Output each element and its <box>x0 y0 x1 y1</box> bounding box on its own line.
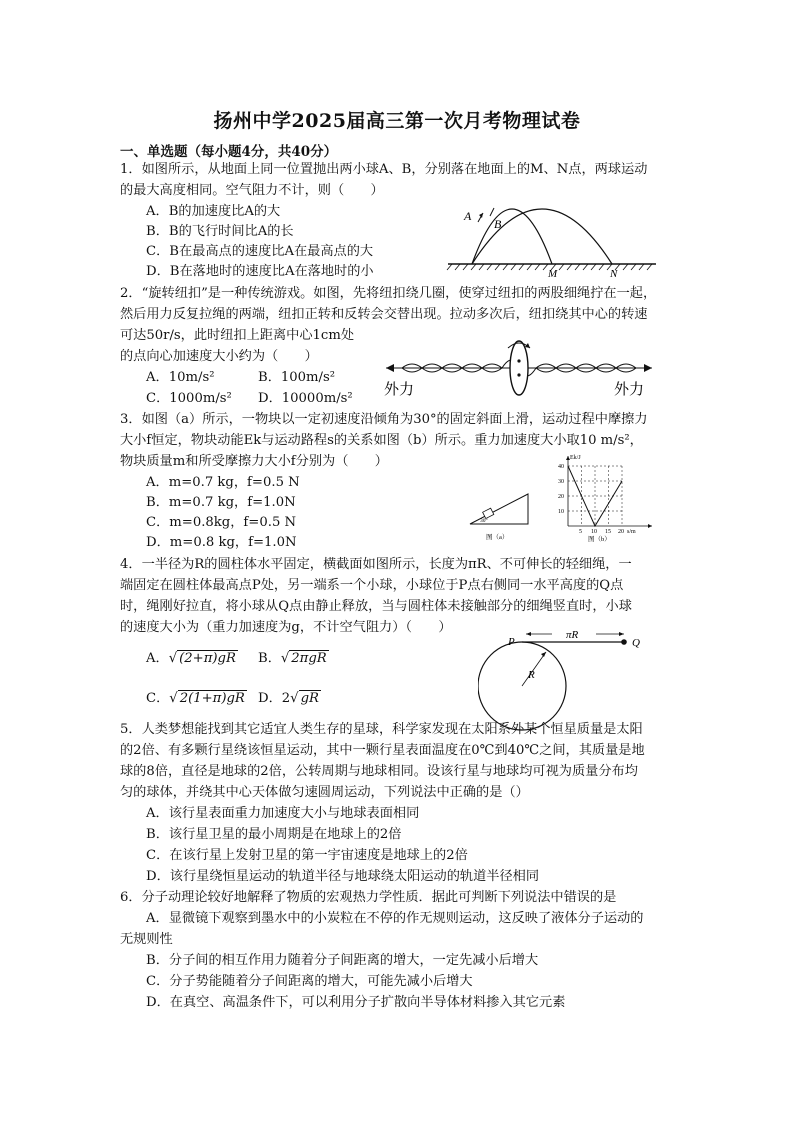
q5-option-d[interactable]: D．该行星绕恒星运动的轨道半径与地球绕太阳运动的轨道半径相同 <box>146 869 540 884</box>
q3-option-c[interactable]: C．m=0.8kg，f=0.5 N <box>146 515 297 530</box>
q4-line1: 4．一半径为R的圆柱体水平固定，横截面如图所示，长度为πR、不可伸长的轻细绳，一 <box>120 557 632 572</box>
q3-option-a[interactable]: A．m=0.7 kg，f=0.5 N <box>146 475 300 490</box>
q3-line1: 3．如图（a）所示，一物块以一定初速度沿倾角为30°的固定斜面上滑，运动过程中摩擦力 <box>120 412 648 427</box>
q3-line2: 大小f恒定，物块动能Ek与运动路程s的关系如图（b）所示。重力加速度大小取10 m/s²， <box>120 433 643 448</box>
svg-text:10: 10 <box>591 529 597 535</box>
radicand: (2+π)gR <box>179 651 236 666</box>
svg-text:15: 15 <box>605 529 611 535</box>
q4-line4: 的速度大小为（重力加速度为g，不计空气阻力）（ ） <box>120 620 452 635</box>
q4-option-d[interactable]: D．2√ gR <box>258 691 319 706</box>
q4-line2: 端固定在圆柱体最高点P处，另一端系一个小球，小球位于P点右侧同一水平高度的Q点 <box>120 578 624 593</box>
option-label: A． <box>146 651 169 666</box>
svg-text:M: M <box>548 268 558 280</box>
q3-option-b[interactable]: B．m=0.7 kg，f=1.0N <box>146 495 296 510</box>
q6-option-b[interactable]: B．分子间的相互作用力随着分子间距离的增大，一定先减小后增大 <box>146 953 539 968</box>
svg-text:A: A <box>464 209 472 223</box>
q3-line3: 物块质量m和所受摩擦力大小f分别为（ ） <box>120 454 388 469</box>
coefficient: 2 <box>281 691 291 706</box>
q3-ek-s-graph <box>548 452 658 542</box>
svg-text:Q: Q <box>632 637 640 649</box>
q6-option-a[interactable]: A．显微镜下观察到墨水中的小炭粒在不停的作无规则运动，这反映了液体分子运动的 <box>146 911 644 926</box>
q2-button-figure <box>382 330 657 408</box>
q1-option-d[interactable]: D．B在落地时的速度比A在落地时的小 <box>146 264 374 279</box>
ball <box>621 639 627 645</box>
svg-text:P: P <box>508 636 515 648</box>
svg-text:外力: 外力 <box>614 382 645 398</box>
q2-line3: 可达50r/s，此时纽扣上距离中心1cm处 <box>120 328 355 343</box>
svg-text:5: 5 <box>579 529 582 535</box>
q4-option-c[interactable]: C．√ 2(1+π)gR <box>146 691 245 706</box>
q2-option-d[interactable]: D．10000m/s² <box>258 391 353 406</box>
q2-line1: 2．“旋转纽扣”是一种传统游戏。如图，先将纽扣绕几圈，使穿过纽扣的两股细绳拧在一起， <box>120 286 657 301</box>
q5-line2: 的2倍、有多颗行星绕该恒星运动，其中一颗行星表面温度在0℃到40℃之间，其质量是地 <box>120 743 645 758</box>
trajectory-b <box>472 209 612 264</box>
q1-option-a[interactable]: A．B的加速度比A的大 <box>146 204 281 219</box>
svg-text:图（a）: 图（a） <box>486 534 509 541</box>
q3-incline-figure <box>462 490 542 542</box>
q1-option-c[interactable]: C．B在最高点的速度比A在最高点的大 <box>146 244 374 259</box>
q2-option-c[interactable]: C．1000m/s² <box>146 391 232 406</box>
button-icon <box>510 341 528 395</box>
q5-line4: 匀的球体，并绕其中心天体做匀速圆周运动，下列说法中正确的是（） <box>120 785 529 800</box>
svg-text:30: 30 <box>558 479 564 485</box>
q5-line3: 球的8倍，直径是地球的2倍，公转周期与地球相同。设该行星与地球均可视为质量分布均 <box>120 764 638 779</box>
svg-text:20: 20 <box>558 494 564 500</box>
option-label: C． <box>146 691 170 706</box>
q2-line4: 的点向心加速度大小约为（ ） <box>120 349 318 364</box>
q6-option-c[interactable]: C．分子势能随着分子间距离的增大，可能先减小后增大 <box>146 974 473 989</box>
trajectory-a <box>472 209 552 264</box>
svg-text:10: 10 <box>558 509 564 515</box>
radicand: gR <box>300 691 319 706</box>
q6-option-d[interactable]: D．在真空、高温条件下，可以利用分子扩散向半导体材料掺入其它元素 <box>146 995 566 1010</box>
section-heading: 一、单选题（每小题4分，共40分） <box>120 144 338 160</box>
q6-option-a-cont: 无规则性 <box>120 932 173 947</box>
q3-option-d[interactable]: D．m=0.8 kg，f=1.0N <box>146 535 297 550</box>
radicand: 2πgR <box>291 651 327 666</box>
option-label: D． <box>258 691 282 706</box>
q4-option-b[interactable]: B．√ 2πgR <box>258 651 327 666</box>
page-title: 扬州中学2025届高三第一次月考物理试卷 <box>213 110 581 132</box>
radicand: 2(1+π)gR <box>179 691 245 706</box>
q5-option-c[interactable]: C．在该行星上发射卫星的第一宇宙速度是地球上的2倍 <box>146 848 468 863</box>
svg-text:B: B <box>494 217 502 231</box>
svg-text:πR: πR <box>566 630 579 641</box>
q4-option-a[interactable]: A．√ (2+π)gR <box>146 651 236 666</box>
q1-option-b[interactable]: B．B的飞行时间比A的长 <box>146 224 294 239</box>
q4-line3: 时，绳刚好拉直，将小球从Q点由静止释放，当与圆柱体未接触部分的细绳竖直时，小球 <box>120 599 632 614</box>
svg-text:20: 20 <box>618 529 624 535</box>
q1-stem-line1: 1．如图所示，从地面上同一位置抛出两小球A、B，分别落在地面上的M、N点，两球运动 <box>120 162 648 177</box>
q2-option-a[interactable]: A．10m/s² <box>146 370 215 385</box>
svg-text:图（b）: 图（b） <box>588 536 611 542</box>
svg-text:Ek/J: Ek/J <box>570 455 581 461</box>
q2-option-b[interactable]: B．100m/s² <box>258 370 336 385</box>
svg-text:40: 40 <box>558 464 564 470</box>
q5-line1: 5．人类梦想能找到其它适宜人类生存的星球，科学家发现在太阳系外某个恒星质量是太阳 <box>120 722 643 737</box>
svg-text:s/m: s/m <box>627 529 636 535</box>
q1-projectile-figure <box>442 186 662 280</box>
q1-stem-line2: 的最大高度相同。空气阻力不计，则（ ） <box>120 183 384 198</box>
svg-text:外力: 外力 <box>384 382 415 398</box>
q5-option-b[interactable]: B．该行星卫星的最小周期是在地球上的2倍 <box>146 827 402 842</box>
option-label: B． <box>258 651 281 666</box>
q2-line2: 然后用力反复拉绳的两端，纽扣正转和反转会交替出现。拉动多次后，纽扣绕其中心的转速 <box>120 307 648 322</box>
svg-text:N: N <box>610 268 618 280</box>
q6-line1: 6．分子动理论较好地解释了物质的宏观热力学性质．据此可判断下列说法中错误的是 <box>120 890 617 905</box>
svg-text:30°: 30° <box>480 518 488 524</box>
q5-option-a[interactable]: A．该行星表面重力加速度大小与地球表面相同 <box>146 806 420 821</box>
svg-text:R: R <box>528 669 535 681</box>
